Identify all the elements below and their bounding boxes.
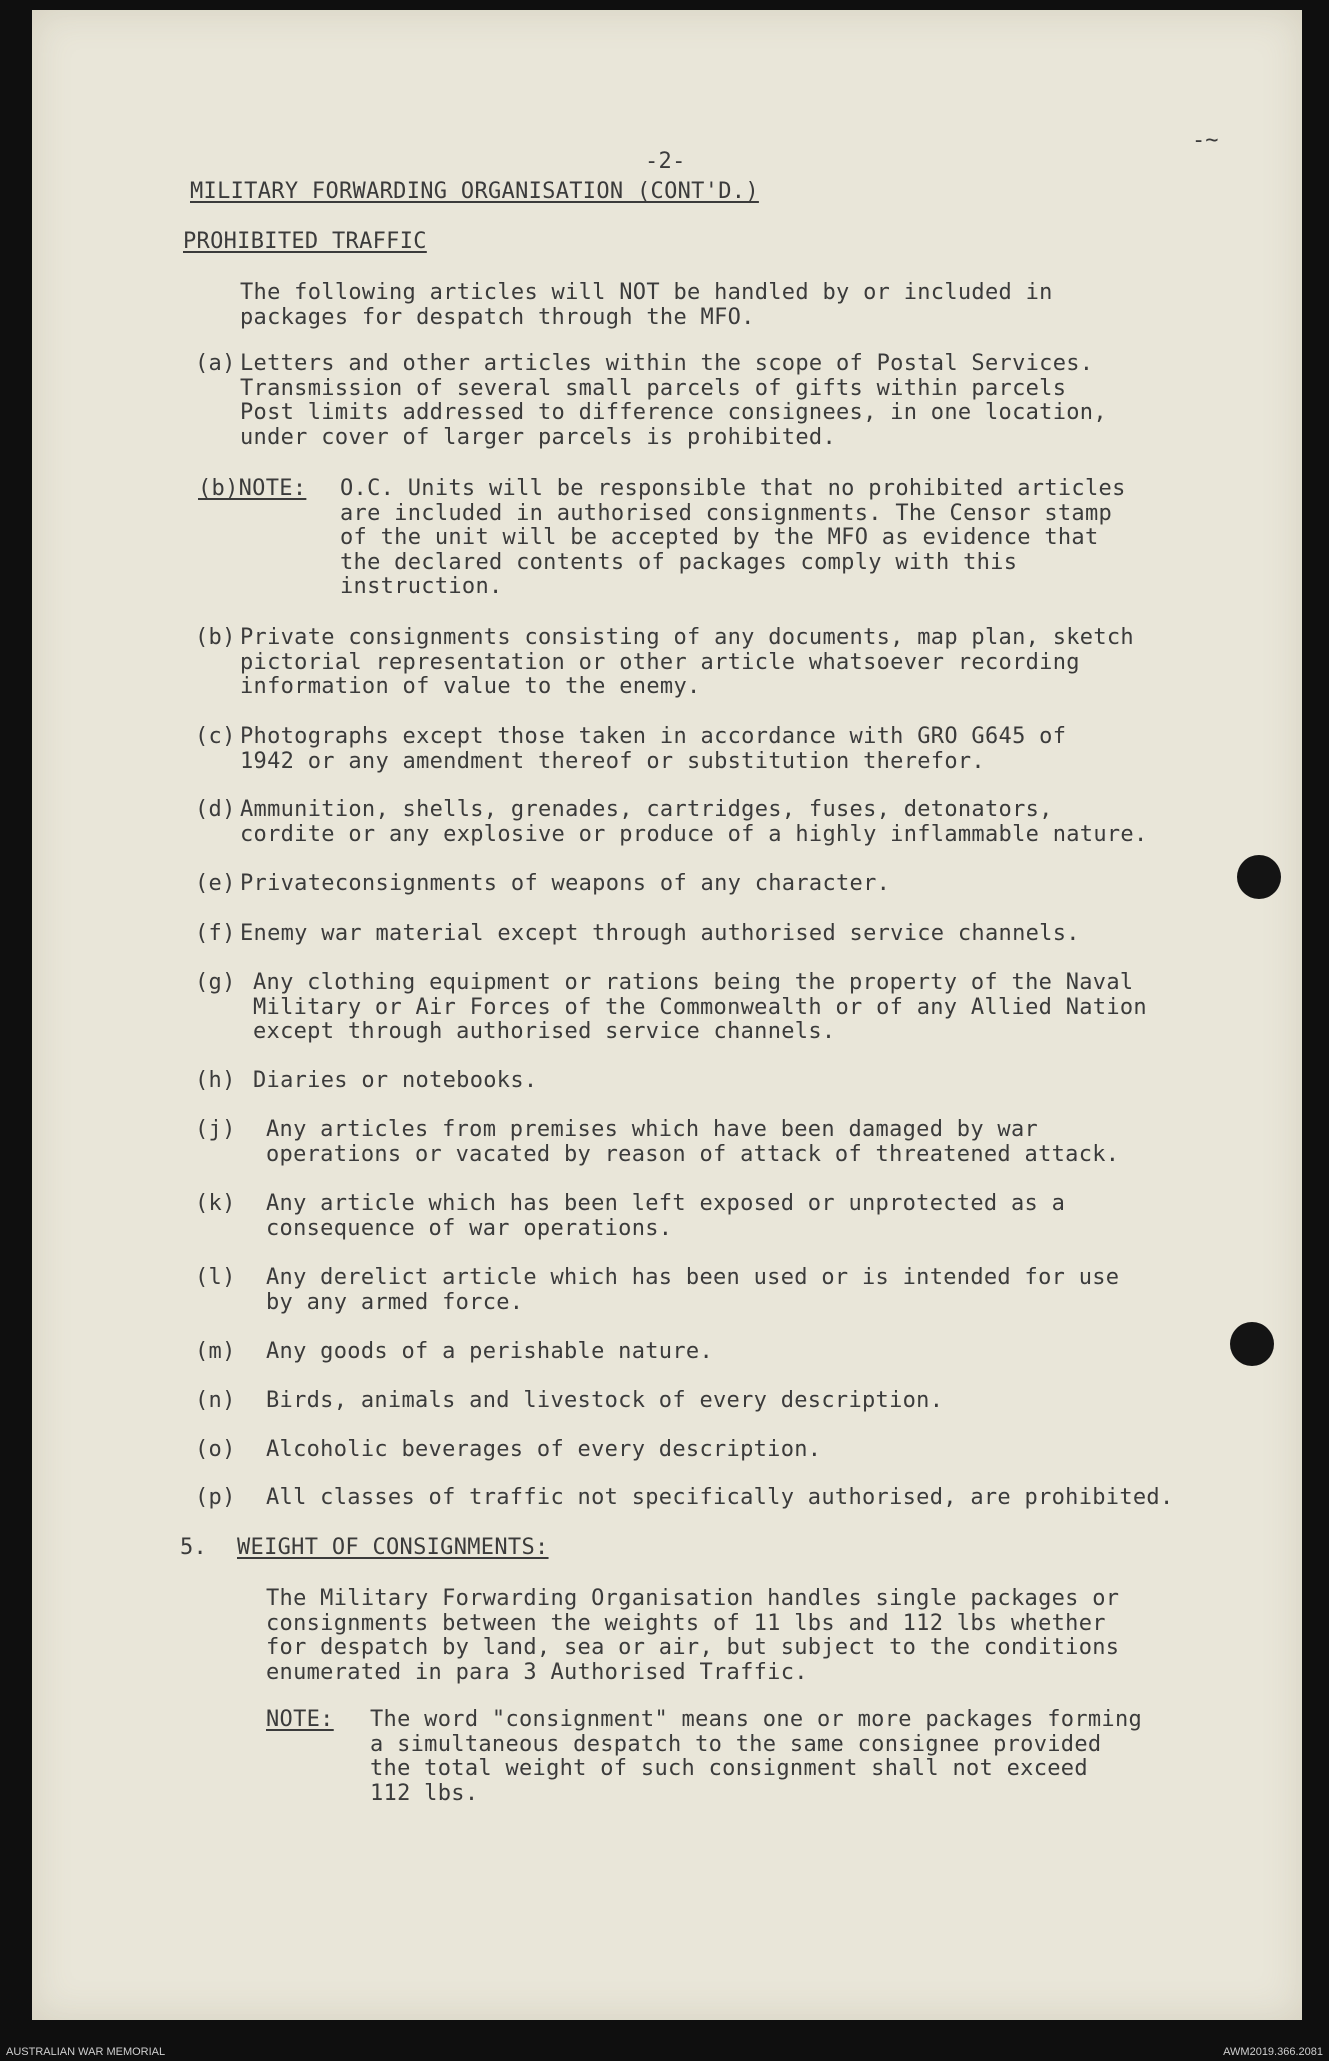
document-heading: MILITARY FORWARDING ORGANISATION (CONT'D.): [190, 179, 759, 204]
item-label: (k): [195, 1191, 236, 1216]
ink-mark: -~: [1192, 128, 1219, 153]
item-text: Any clothing equipment or rations being the property of the Naval Military or Air Forces of the Commonwealth or of any Allied Nation except through authorised service channels.: [253, 970, 1147, 1044]
item-label: (d): [195, 797, 236, 822]
item-text: Any derelict article which has been used or is intended for use by any armed force.: [266, 1265, 1120, 1315]
item-text: Alcoholic beverages of every description.: [266, 1437, 822, 1462]
punch-hole-bottom: [1230, 1322, 1274, 1366]
item-text: Any articles from premises which have been damaged by war operations or vacated by reason of attack of threatened attack.: [266, 1117, 1120, 1167]
note-text: O.C. Units will be responsible that no prohibited articles are included in authorised consignments. The Censor stamp of the unit will be accepted by the MFO as evidence that the declared contents of packages comply with this instruction.: [340, 476, 1126, 599]
item-label: (h): [195, 1068, 236, 1093]
item-label: (l): [195, 1265, 236, 1290]
item-label: (n): [195, 1388, 236, 1413]
section-number: 5.: [180, 1535, 208, 1560]
intro-paragraph: The following articles will NOT be handled by or included in packages for despatch through the MFO.: [240, 280, 1053, 330]
item-label: (b): [195, 625, 236, 650]
item-label: (e): [195, 871, 236, 896]
item-label: (a): [195, 351, 236, 376]
punch-hole-top: [1237, 855, 1281, 899]
note-label: NOTE:: [266, 1707, 334, 1732]
item-text: Any article which has been left exposed or unprotected as a consequence of war operations.: [266, 1191, 1066, 1241]
section-paragraph: The Military Forwarding Organisation handles single packages or consignments between the weights of 11 lbs and 112 lbs whether for despatch by land, sea or air, but subject to the conditions enumerated in para 3 Authorised Traffic.: [266, 1586, 1120, 1685]
item-label: (f): [195, 921, 236, 946]
note-text: The word "consignment" means one or more packages forming a simultaneous despatch to the same consignee provided the total weight of such consignment shall not exceed 112 lbs.: [370, 1707, 1143, 1806]
section-title: WEIGHT OF CONSIGNMENTS:: [237, 1535, 549, 1560]
page-number: -2-: [645, 149, 686, 174]
item-text: Enemy war material except through authorised service channels.: [240, 921, 1080, 946]
item-text: Photographs except those taken in accordance with GRO G645 of 1942 or any amendment thereof or substitution therefor.: [240, 724, 1067, 774]
item-text: All classes of traffic not specifically authorised, are prohibited.: [266, 1485, 1174, 1510]
footer-reference-id: AWM2019.366.2081: [1223, 2046, 1323, 2058]
item-label: (p): [195, 1485, 236, 1510]
item-text: Private consignments consisting of any documents, map plan, sketch pictorial representation or other article whatsoever recording information of value to the enemy.: [240, 625, 1134, 699]
section-subheading: PROHIBITED TRAFFIC: [183, 229, 427, 254]
item-label: (g): [195, 970, 236, 995]
item-text: Birds, animals and livestock of every description.: [266, 1388, 944, 1413]
item-label: (m): [195, 1339, 236, 1364]
footer-archive-name: AUSTRALIAN WAR MEMORIAL: [6, 2046, 166, 2058]
item-label: (o): [195, 1437, 236, 1462]
item-text: Diaries or notebooks.: [253, 1068, 538, 1093]
item-text: Any goods of a perishable nature.: [266, 1339, 713, 1364]
item-text: Privateconsignments of weapons of any character.: [240, 871, 891, 896]
item-label: (j): [195, 1117, 236, 1142]
item-text: Letters and other articles within the scope of Postal Services. Transmission of several small parcels of gifts within parcels Post limits addressed to difference consignees, in one location, under cover of larger parcels is prohibited.: [240, 351, 1107, 450]
note-label: (b)NOTE:: [198, 476, 307, 501]
item-label: (c): [195, 724, 236, 749]
item-text: Ammunition, shells, grenades, cartridges, fuses, detonators, cordite or any explosive or produce of a highly inflammable nature.: [240, 797, 1148, 847]
